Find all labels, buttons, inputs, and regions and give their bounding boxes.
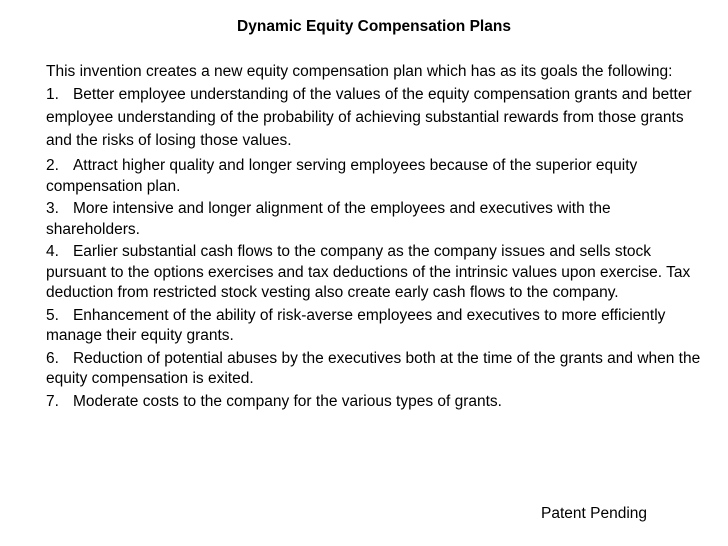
list-item-number: 2. [46,157,59,174]
list-item [46,242,706,304]
list-item-number: 4. [46,243,59,260]
list-item [46,349,706,390]
list-item [46,199,706,240]
list-item-number: 7. [46,392,59,410]
page-title: Dynamic Equity Compensation Plans [237,18,511,35]
list-item-text: Earlier substantial cash flows to the company as the company issues and sells stock pursuant to the options exercises and tax deductions of the intrinsic values upon exercise. Tax deduction from restricted stock vesting also create early cash flows to the company. [46,243,691,301]
list-item [46,392,706,413]
list-item-text: Reduction of potential abuses by the executives both at the time of the grants and when the equity compensation is exited. [46,349,701,387]
list-item-text: Attract higher quality and longer serving employees because of the superior equity compensation plan. [46,157,638,195]
list-item-number: 5. [46,306,59,324]
list-item-number: 3. [46,200,59,217]
list-item [46,306,706,347]
intro-paragraph: This invention creates a new equity compensation plan which has as its goals the following: [46,63,673,80]
list-item-number: 1. [46,86,59,103]
list-item [46,83,706,152]
list-item [46,156,706,197]
list-item-number: 6. [46,349,59,367]
patent-pending-note: Patent Pending [541,505,648,522]
list-item-text: Enhancement of the ability of risk-averse employees and executives to more efficiently manage their equity grants. [46,306,666,344]
list-item-text: Better employee understanding of the values of the equity compensation grants and better employee understanding of the probability of achieving substantial rewards from those grants and the risks of losing those values. [46,86,692,149]
document-body [46,60,706,412]
list-item-text: Moderate costs to the company for the various types of grants. [72,392,502,410]
list-item-text: More intensive and longer alignment of the employees and executives with the shareholders. [46,200,611,238]
